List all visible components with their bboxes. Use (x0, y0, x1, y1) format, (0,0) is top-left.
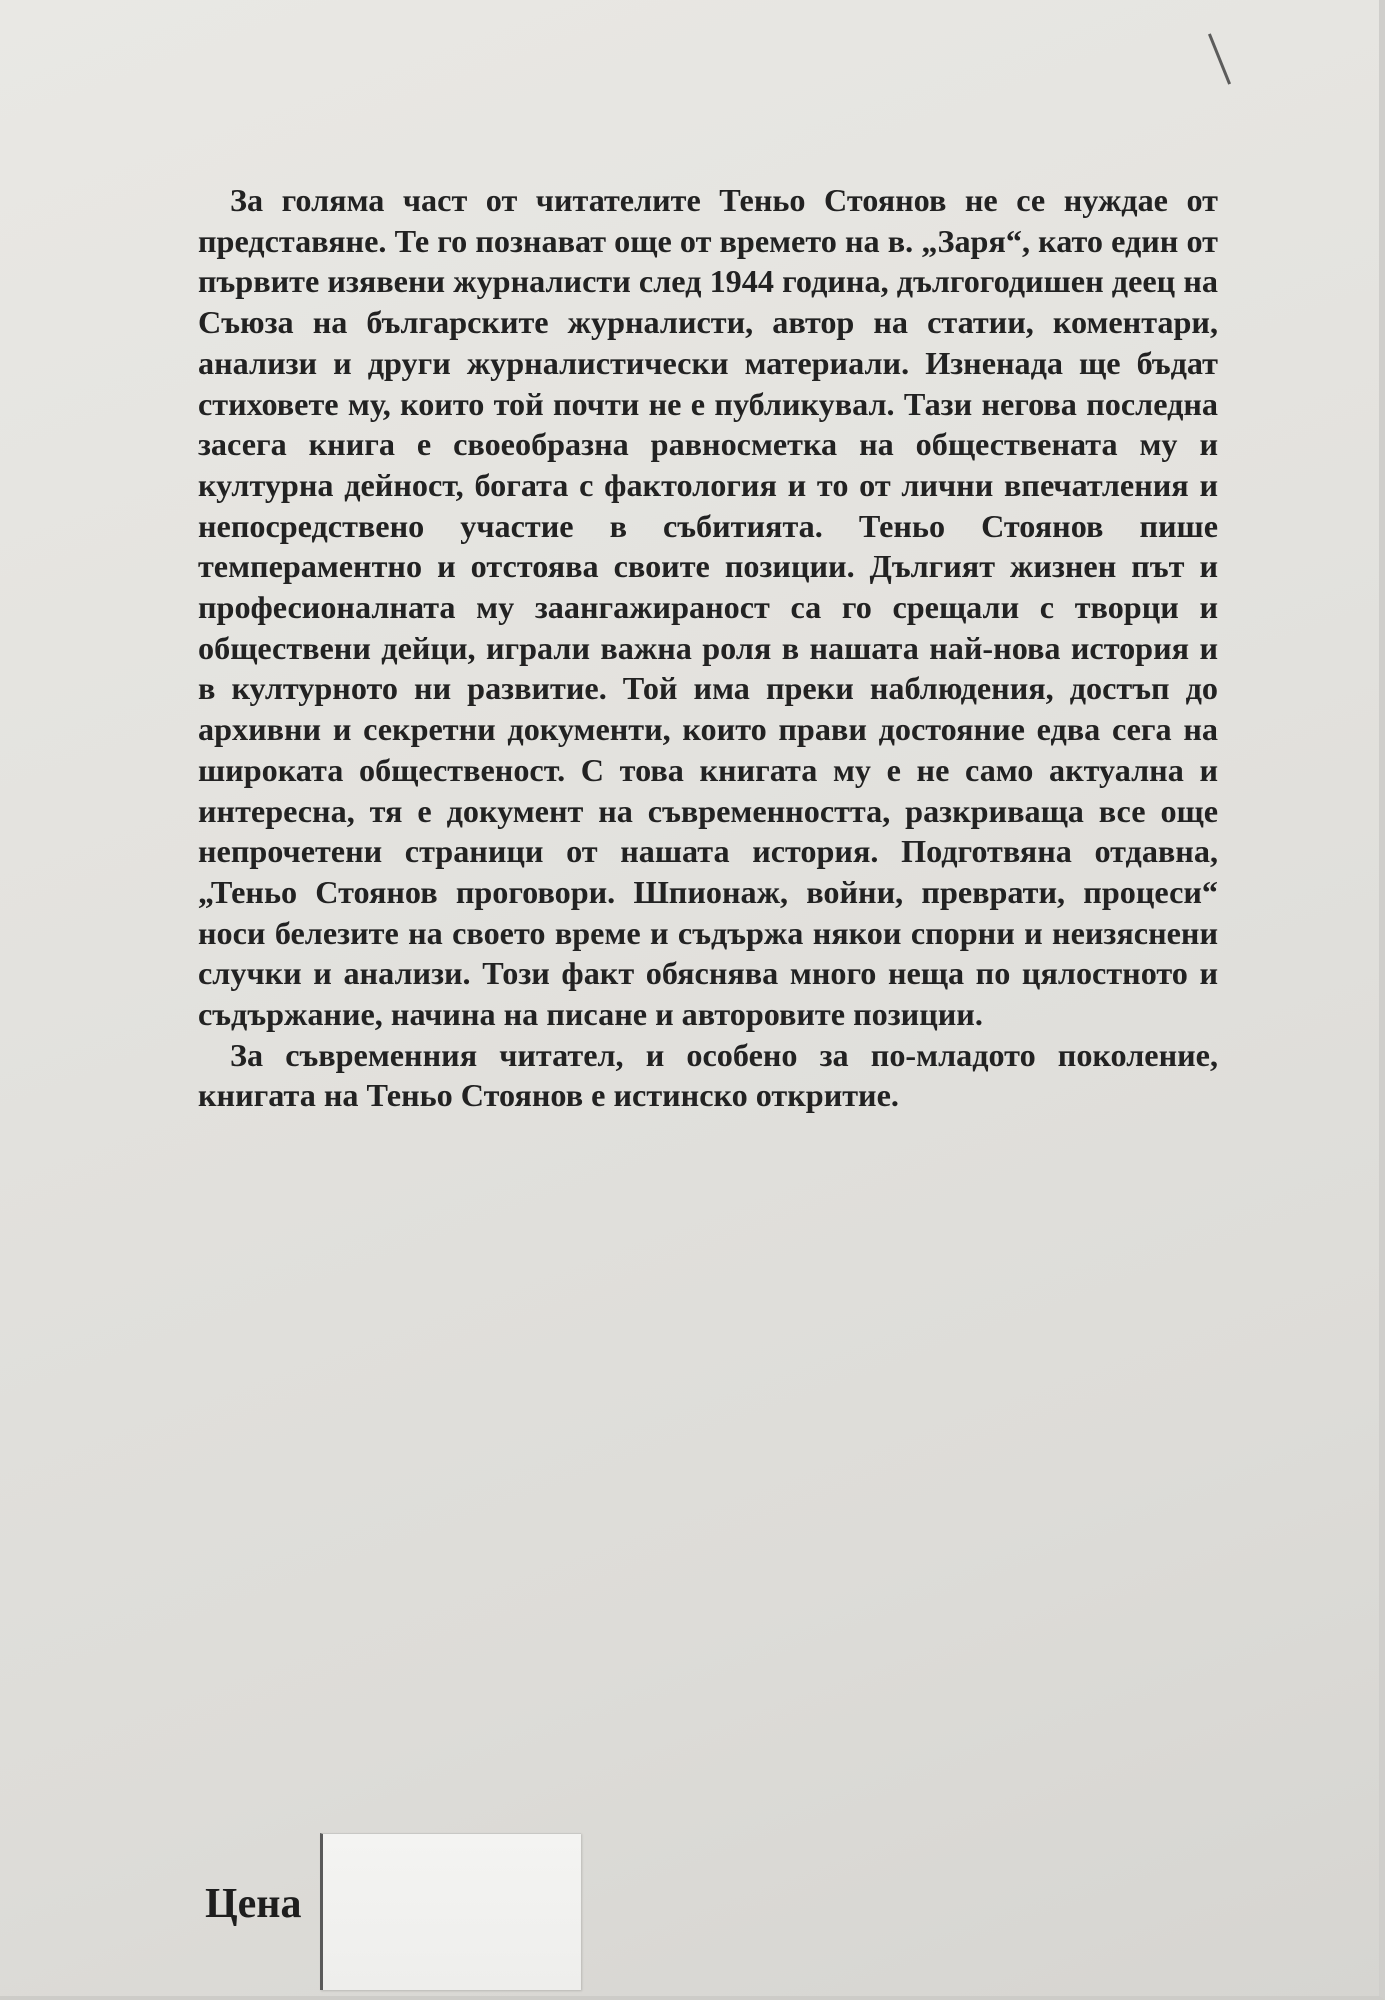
blurb-text (198, 180, 1218, 1116)
price-label: Цена (205, 1881, 302, 1927)
price-sticker (320, 1833, 581, 1990)
blurb-paragraph-1: За голяма част от читателите Теньо Стоянов не се нуждае от представяне. Те го познават още от времето на в. „Заря“, като един от първите изявени журналисти след 1944 година, дългогодишен деец на Съюза на българските журналисти, автор на статии, коментари, анализи и други журналистически материали. Изненада ще бъдат стиховете му, които той почти не е публикувал. Тази негова последна засега книга е своеобразна равносметка на обществената му и културна дейност, богата с фактология и то от лични впечатления и непосредствено участие в събитията. Теньо Стоянов пише темпераментно и отстоява своите позиции. Дългият жизнен път и професионалната му заангажираност са го срещали с творци и обществени дейци, играли важна роля в нашата най-нова история и в културното ни развитие. Той има преки наблюдения, достъп до архивни и секретни документи, които прави достояние едва сега на широката общественост. С това книгата му е не само актуална и интересна, тя е документ на съвременността, разкриваща все още непрочетени страници от нашата история. Подготвяна отдавна, „Теньо Стоянов проговори. Шпионаж, войни, преврати, процеси“ носи белезите на своето време и съдържа някои спорни и неизяснени случки и анализи. Този факт обяснява много неща по цялостното и съдържание, начина на писане и авторовите позиции. (198, 182, 1218, 1033)
cover-crease-mark (1208, 33, 1231, 84)
blurb-paragraph-2: За съвременния читател, и особено за по-младото поколение, книгата на Теньо Стоянов е истинско откритие. (198, 1036, 1218, 1114)
